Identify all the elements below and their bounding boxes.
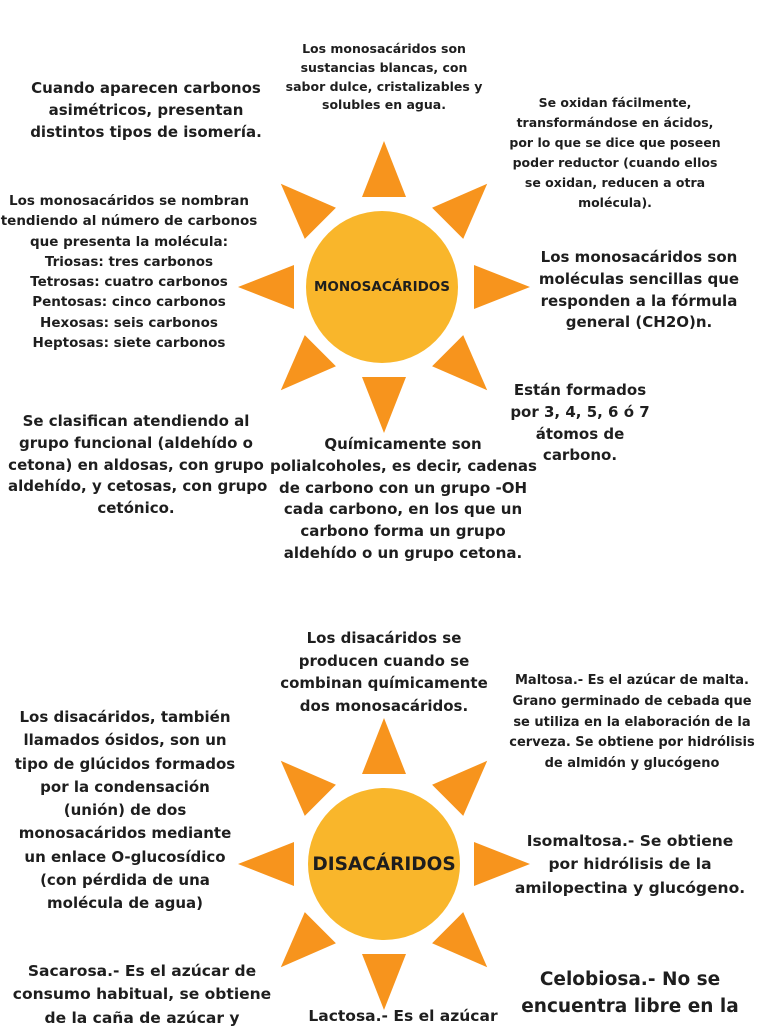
sun-core-monosacaridos [306, 211, 458, 363]
note-formacion: Los disacáridos se producen cuando se combinan químicamente dos monosacáridos. [280, 629, 488, 715]
sun-ray-nw [281, 761, 336, 816]
sun-ray-n [362, 718, 406, 774]
note-disacaridos-definicion: Los disacáridos, también llamados ósidos, son un tipo de glúcidos formados por la condensación (unión) de dos monosacáridos mediante un enlace O-glucosídico (con pérdida de una molécula de agua) [14, 708, 236, 912]
note-celobiosa: Celobiosa.- No se encuentra libre en la [521, 969, 739, 1017]
sun-ray-se [432, 335, 487, 390]
note-polialcoholes: Químicamente son polialcoholes, es decir, cadenas de carbono con un grupo -OH cada carbono, en los que un carbono forma un grupo aldehído o un grupo cetona. [270, 435, 537, 562]
note-isomeria: Cuando aparecen carbonos asimétricos, presentan distintos tipos de isomería. [30, 79, 262, 141]
note-isomaltosa: Isomaltosa.- Se obtiene por hidrólisis de la amilopectina y glucógeno. [514, 832, 746, 897]
note-clasificacion: Se clasifican atendiendo al grupo funcional (aldehído o cetona) en aldosas, con grupo aldehído, y cetosas, con grupo cetónico. [8, 412, 268, 517]
sun-core-disacaridos [308, 788, 460, 940]
monosacaridos-title: MONOSACÁRIDOS [313, 279, 451, 295]
sun-ray-w [238, 842, 294, 886]
sun-ray-e [474, 265, 530, 309]
note-nomenclatura: Los monosacáridos se nombran tendiendo al número de carbonos que presenta la molécula: Triosas: tres carbonos Tetrosas: cuatro carbonos Pentosas: cinco carbonos Hexosas: seis carbonos Heptosas: siete carbonos [0, 193, 258, 351]
note-sacarosa: Sacarosa.- Es el azúcar de consumo habitual, se obtiene de la caña de azúcar y [12, 962, 272, 1027]
sun-ray-sw [281, 912, 336, 967]
disacaridos-title: DISACÁRIDOS [312, 853, 456, 875]
sun-ray-nw [281, 184, 336, 239]
sun-ray-se [432, 912, 487, 967]
sun-ray-sw [281, 335, 336, 390]
note-atomos: Están formados por 3, 4, 5, 6 ó 7 átomos de carbono. [510, 381, 650, 465]
note-properties: Los monosacáridos son sustancias blancas, con sabor dulce, cristalizables y solubles en agua. [285, 41, 483, 113]
sun-ray-ne [432, 184, 487, 239]
note-lactosa: Lactosa.- Es el azúcar [308, 1007, 498, 1025]
note-formula: Los monosacáridos son moléculas sencillas que responden a la fórmula general (CH2O)n. [538, 248, 740, 332]
note-oxidacion: Se oxidan fácilmente, transformándose en ácidos, por lo que se dice que poseen poder reductor (cuando ellos se oxidan, reducen a otra molécula). [509, 95, 721, 210]
sun-ray-s [362, 377, 406, 433]
note-maltosa: Maltosa.- Es el azúcar de malta. Grano germinado de cebada que se utiliza en la elaboración de la cerveza. Se obtiene por hidrólisis de almidón y glucógeno [509, 673, 755, 772]
sun-ray-ne [432, 761, 487, 816]
sun-ray-s [362, 954, 406, 1010]
sun-ray-n [362, 141, 406, 197]
